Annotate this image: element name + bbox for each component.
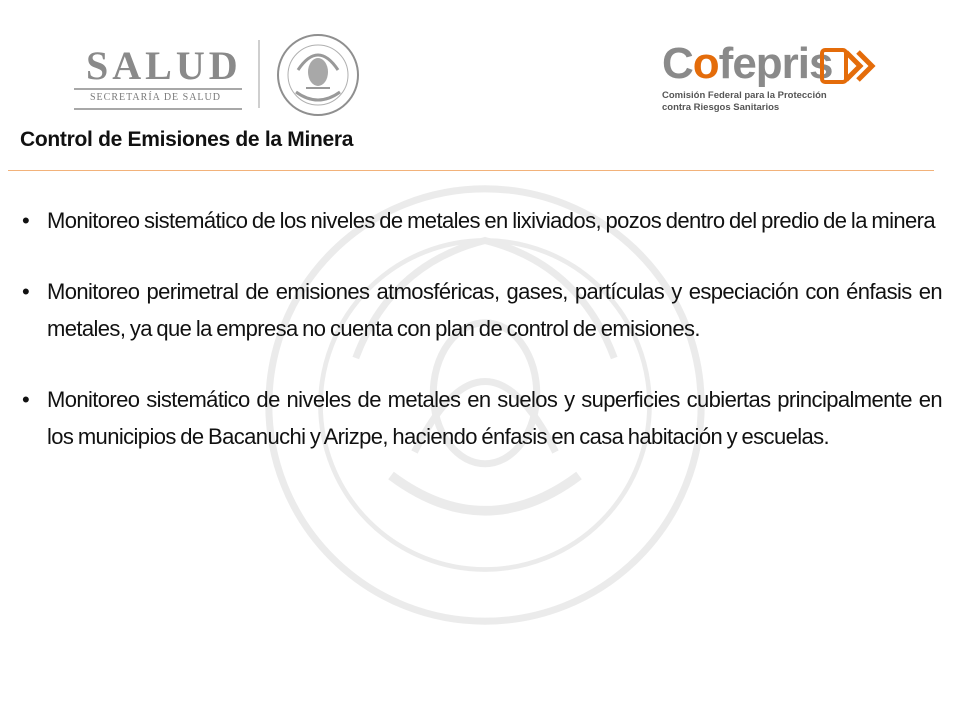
bullet-item	[22, 381, 942, 455]
salud-logo-rule	[74, 88, 242, 90]
bullet-icon: •	[22, 279, 30, 304]
bullet-text: Monitoreo perimetral de emisiones atmosféricas, gases, partículas y especiación con énfasis en metales, ya que la empresa no cuenta con plan de control de emisiones.	[47, 279, 942, 341]
bullet-icon: •	[22, 387, 30, 412]
header-divider	[258, 40, 260, 108]
cofepris-logo	[662, 40, 902, 120]
cofepris-name-suffix: fepris	[718, 39, 833, 88]
salud-logo-subtitle: SECRETARÍA DE SALUD	[90, 92, 221, 103]
bullet-text: Monitoreo sistemático de los niveles de metales en lixiviados, pozos dentro del predio de la minera	[47, 208, 936, 233]
bullet-item	[22, 202, 942, 239]
cofepris-name-prefix: C	[662, 39, 693, 88]
cofepris-arrows-icon	[820, 46, 884, 86]
mexican-coat-of-arms-icon	[268, 30, 368, 120]
bullet-icon: •	[22, 208, 30, 233]
cofepris-logo-subtitle: Comisión Federal para la Protección contra Riesgos Sanitarios	[662, 90, 827, 113]
cofepris-name-accent: o	[692, 39, 719, 88]
bullet-list	[22, 202, 942, 489]
salud-logo-rule-bottom	[74, 108, 242, 110]
salud-logo	[60, 38, 250, 108]
bullet-text: Monitoreo sistemático de niveles de metales en suelos y superficies cubiertas principalmente en los municipios de Bacanuchi y Arizpe, haciendo énfasis en casa habitación y escuelas.	[47, 387, 942, 449]
salud-logo-name: SALUD	[86, 43, 242, 88]
slide-title: Control de Emisiones de la Minera	[20, 128, 354, 151]
bullet-item	[22, 273, 942, 347]
cofepris-logo-name	[662, 40, 833, 88]
title-underline	[8, 170, 934, 171]
